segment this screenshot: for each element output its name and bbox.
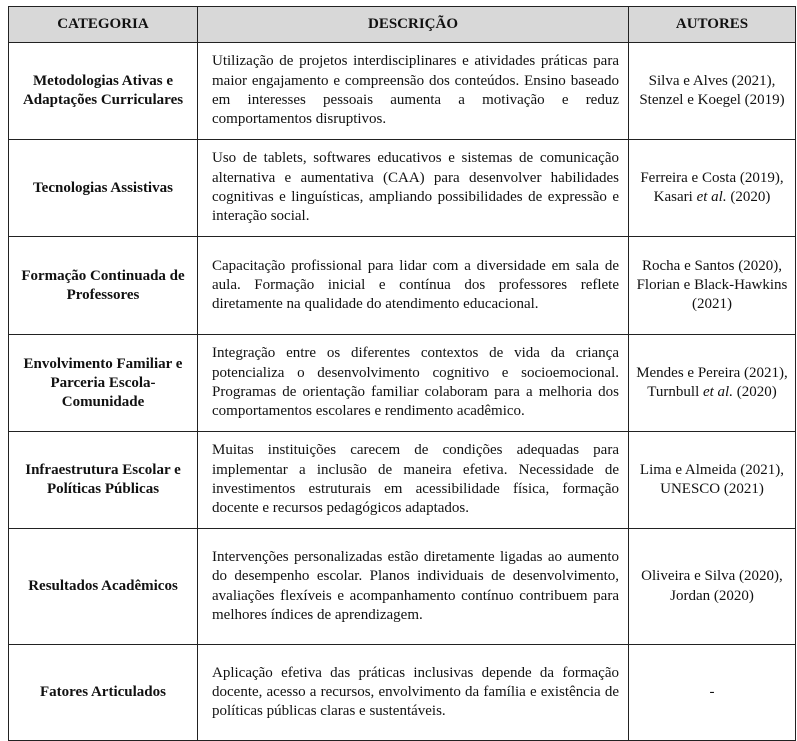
authors-cell — [629, 335, 796, 432]
table-row — [9, 645, 796, 741]
authors-cell — [629, 432, 796, 529]
header-row — [9, 7, 796, 43]
category-cell: Metodologias Ativas e Adaptações Curriculares — [9, 43, 198, 140]
category-cell: Formação Continuada de Professores — [9, 237, 198, 335]
description-cell: Uso de tablets, softwares educativos e sistemas de comunicação alternativa e aumentativa (CAA) para desenvolver habilidades cognitivas e linguísticas, ampliando possibilidades de expressão e interação social. — [198, 140, 629, 237]
authors-text: Silva e Alves (2021), Stenzel e Koegel (2019) — [639, 72, 785, 108]
authors-et-al: et al. — [702, 384, 733, 400]
authors-cell — [629, 140, 796, 237]
category-cell: Tecnologias Assistivas — [9, 140, 198, 237]
header-authors: AUTORES — [629, 7, 796, 43]
authors-text: Ferreira e Costa (2019), Kasari — [640, 169, 784, 205]
category-cell: Envolvimento Familiar e Parceria Escola-Comunidade — [9, 335, 198, 432]
authors-cell — [629, 237, 796, 335]
authors-cell — [629, 645, 796, 741]
categories-table — [8, 6, 796, 741]
authors-year: (2020) — [726, 189, 771, 205]
table-row — [9, 237, 796, 335]
category-cell: Infraestrutura Escolar e Políticas Públicas — [9, 432, 198, 529]
authors-text: Rocha e Santos (2020), Florian e Black-Hawkins (2021) — [636, 257, 788, 313]
table-row — [9, 432, 796, 529]
authors-cell — [629, 43, 796, 140]
table-row — [9, 529, 796, 645]
description-cell: Integração entre os diferentes contextos de vida da criança potencializa o desenvolvimento cognitivo e socioemocional. Programas de orientação familiar colaboram para a melhoria dos comportamentos escolares e rendimento acadêmico. — [198, 335, 629, 432]
table-row — [9, 140, 796, 237]
description-cell: Utilização de projetos interdisciplinares e atividades práticas para maior engajamento e compreensão dos conteúdos. Ensino baseado em interesses pessoais aumenta a motivação e reduz comportamentos disruptivos. — [198, 43, 629, 140]
authors-year: (2020) — [732, 384, 777, 400]
authors-cell — [629, 529, 796, 645]
description-cell: Intervenções personalizadas estão diretamente ligadas ao aumento do desempenho escolar. Planos individuais de desenvolvimento, avaliações flexíveis e acompanhamento contínuo contribuem para melhores índices de aprendizagem. — [198, 529, 629, 645]
header-description: DESCRIÇÃO — [198, 7, 629, 43]
authors-text: Mendes e Pereira (2021), Turnbull — [636, 364, 788, 400]
authors-text: Lima e Almeida (2021), UNESCO (2021) — [639, 461, 785, 497]
authors-et-al: et al. — [696, 189, 727, 205]
description-cell: Aplicação efetiva das práticas inclusivas depende da formação docente, acesso a recursos, envolvimento da família e existência de políticas públicas claras e sustentáveis. — [198, 645, 629, 741]
table-row — [9, 335, 796, 432]
table-row — [9, 43, 796, 140]
description-cell: Muitas instituições carecem de condições adequadas para implementar a inclusão de maneira efetiva. Necessidade de investimentos estruturais em acessibilidade física, formação docente e recursos pedagógicos adaptados. — [198, 432, 629, 529]
authors-text: - — [709, 683, 715, 700]
category-cell: Resultados Acadêmicos — [9, 529, 198, 645]
description-cell: Capacitação profissional para lidar com a diversidade em sala de aula. Formação inicial e contínua dos professores reflete diretamente na qualidade do atendimento educacional. — [198, 237, 629, 335]
authors-text: Oliveira e Silva (2020), Jordan (2020) — [641, 568, 783, 604]
category-cell: Fatores Articulados — [9, 645, 198, 741]
header-category: CATEGORIA — [9, 7, 198, 43]
